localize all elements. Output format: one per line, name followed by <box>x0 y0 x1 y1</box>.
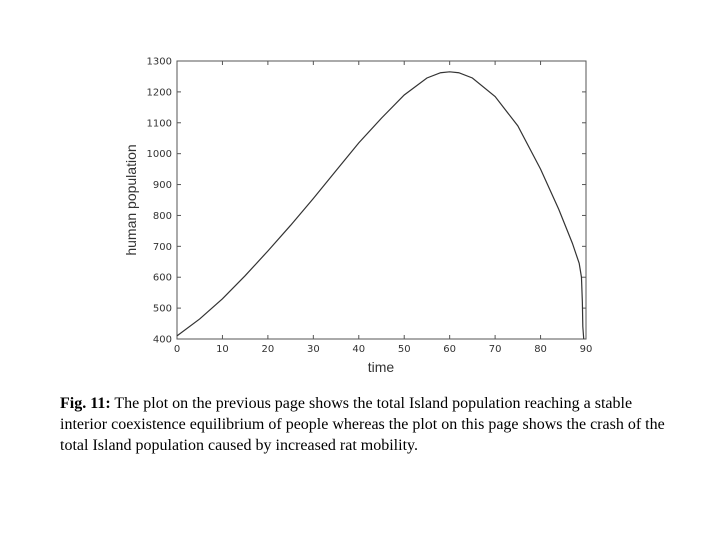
y-tick-label: 1200 <box>146 87 172 99</box>
y-tick-label: 600 <box>152 272 172 284</box>
y-tick-label: 800 <box>152 210 172 222</box>
figure-caption-text: The plot on the previous page shows the total Island population reaching a stable interior coexistence equilibrium of people whereas the plot on this page shows the crash of the total Island population caused by increased rat mobility. <box>60 395 665 454</box>
y-tick-label: 1100 <box>146 118 172 130</box>
x-axis-label: time <box>367 359 395 375</box>
x-tick-label: 10 <box>216 344 229 355</box>
x-tick-label: 60 <box>443 344 457 355</box>
x-tick-label: 80 <box>534 344 547 355</box>
x-tick-label: 0 <box>173 344 181 355</box>
y-tick-label: 400 <box>152 334 172 346</box>
x-tick-label: 70 <box>488 344 502 355</box>
plot-area <box>177 61 586 339</box>
figure-label: Fig. 11: <box>60 395 111 412</box>
x-tick-label: 40 <box>352 344 366 355</box>
y-tick-label: 700 <box>152 241 172 253</box>
y-tick-label: 900 <box>152 180 172 192</box>
y-tick-label: 1300 <box>146 56 172 68</box>
x-tick-label: 90 <box>579 344 593 355</box>
x-tick-label: 30 <box>306 344 320 355</box>
x-tick-label: 20 <box>261 344 275 355</box>
y-tick-label: 1000 <box>146 149 172 161</box>
y-axis-label: human population <box>123 144 139 256</box>
figure-caption <box>60 393 680 456</box>
y-tick-label: 500 <box>152 303 172 315</box>
x-tick-label: 50 <box>397 344 411 355</box>
